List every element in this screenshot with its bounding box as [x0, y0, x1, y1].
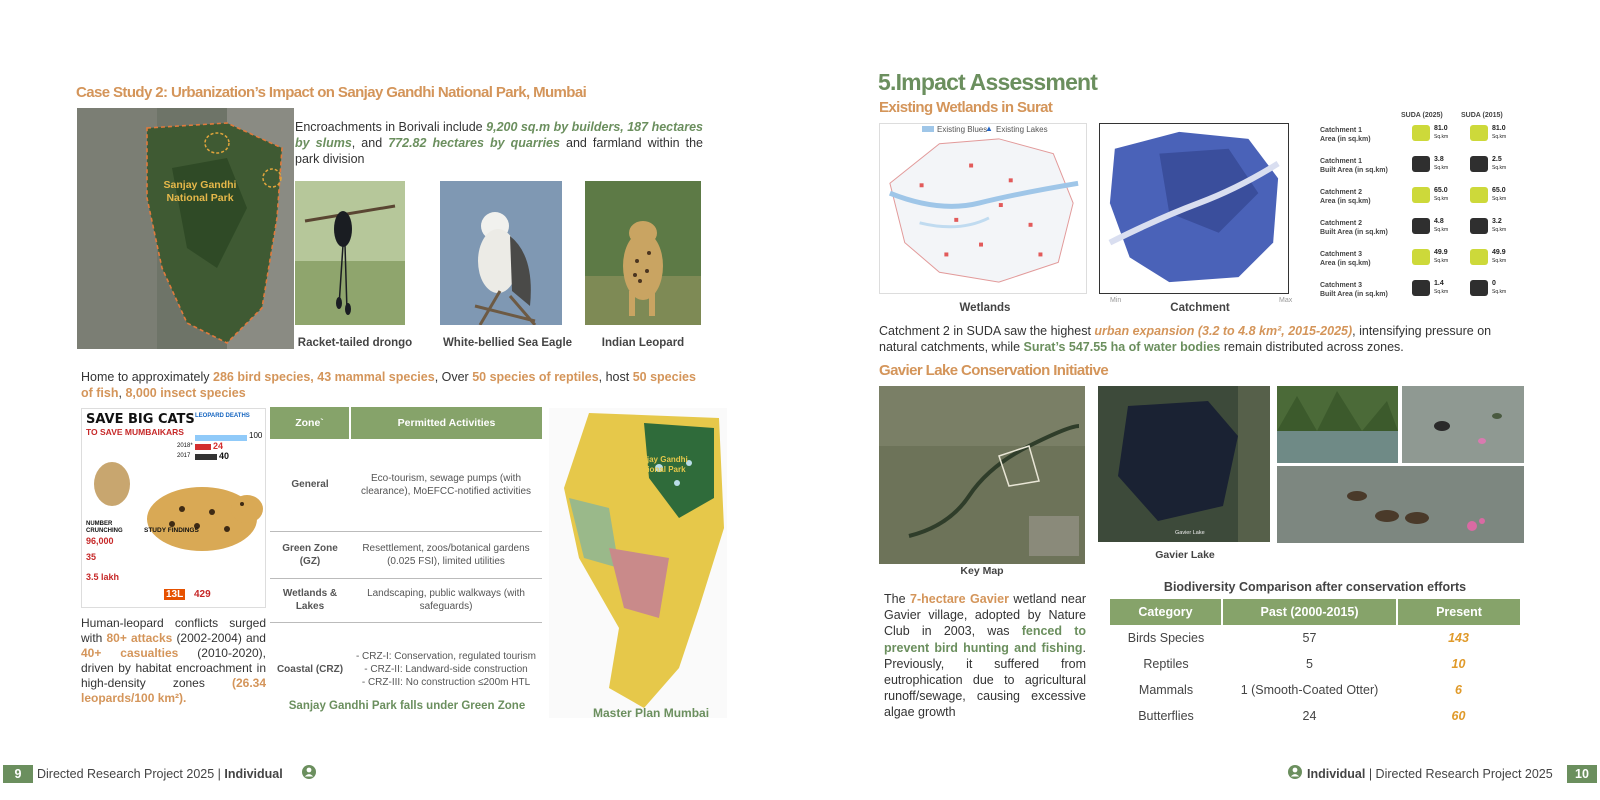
suda-2015-header: SUDA (2015) [1461, 112, 1503, 119]
suda-value: 0 Sq.km [1492, 280, 1507, 295]
suda-value: 65.0 Sq.km [1434, 187, 1449, 202]
activity-cell: Eco-tourism, sewage pumps (with clearance), MoEFCC-notified activities [350, 439, 542, 531]
table-row [270, 578, 542, 622]
leopard-photo [585, 181, 701, 325]
gavier-lake-caption: Gavier Lake [1155, 549, 1215, 561]
building-icon [1470, 280, 1488, 296]
poster-subheadline: TO SAVE MUMBAIKARS [86, 427, 184, 437]
key-map-caption: Key Map [960, 565, 1004, 577]
suda-value: 3.2 Sq.km [1492, 218, 1507, 233]
poster-35: 35 [86, 552, 97, 562]
suda-row-label: Catchment 1 Area (in sq.km) [1320, 127, 1371, 143]
activity-cell: Landscaping, public walkways (with safeguards) [350, 578, 542, 622]
area-icon [1470, 187, 1488, 203]
area-icon [1412, 125, 1430, 141]
leopard-caption: Indian Leopard [601, 337, 685, 349]
wetlands-map [879, 123, 1087, 294]
user-icon [1288, 765, 1302, 779]
sgnp-map-label: Sanjay Gandhi National Park [163, 179, 237, 204]
drongo-caption: Racket-tailed drongo [297, 337, 413, 349]
category-cell: Butterflies [1138, 709, 1194, 723]
present-cell: 143 [1448, 631, 1469, 645]
poster-bar-24 [195, 444, 211, 450]
biodiversity-title: Biodiversity Comparison after conservation efforts [1163, 580, 1467, 594]
table-row [270, 531, 542, 578]
wetlands-title: Existing Wetlands in Surat [879, 99, 1053, 116]
suda-value: 3.8 Sq.km [1434, 156, 1449, 171]
eagle-photo [440, 181, 562, 325]
section-title: 5.Impact Assessment [878, 69, 1098, 95]
poster-val-24: 24 [213, 441, 224, 451]
zone-cell: General [270, 439, 350, 531]
poster-val-100: 100 [249, 431, 263, 440]
suda-value: 81.0 Sq.km [1434, 125, 1449, 140]
past-cell: 1 (Smooth-Coated Otter) [1240, 683, 1379, 697]
poster-year-2018: 2018* [177, 443, 193, 449]
sgnp-satellite-map [77, 108, 294, 349]
page-number-10: 10 [1567, 765, 1597, 783]
area-icon [1470, 125, 1488, 141]
lake-photo-3 [1277, 466, 1524, 543]
suda-value: 49.9 Sq.km [1492, 249, 1507, 264]
present-cell: 10 [1451, 657, 1466, 671]
species-count-text: Home to approximately 286 bird species, 43 mammal species, Over 50 species of reptiles, host 50 species of fish, 8,000 insect species [81, 370, 696, 400]
poster-val-40: 40 [219, 451, 230, 461]
poster-number-crunching: NUMBER CRUNCHING [86, 521, 123, 534]
gavier-lake-satellite [1098, 386, 1270, 542]
poster-year-2017: 2017 [177, 453, 191, 459]
past-cell: 24 [1302, 709, 1317, 723]
poster-deaths-label: LEOPARD DEATHS [195, 413, 250, 419]
right-footer-text: Individual | Directed Research Project 2025 [1307, 767, 1553, 781]
page-number-9: 9 [3, 765, 33, 783]
table-row [1110, 651, 1520, 677]
lake-photo-2 [1402, 386, 1524, 463]
past-cell: 57 [1302, 631, 1317, 645]
building-icon [1470, 218, 1488, 234]
area-icon [1470, 249, 1488, 265]
case-study-title: Case Study 2: Urbanization’s Impact on Sanjay Gandhi National Park, Mumbai [76, 84, 587, 101]
catchment-scale-max: Max [1279, 297, 1293, 304]
table-row [1110, 677, 1520, 703]
activity-cell: Resettlement, zoos/botanical gardens (0.025 FSI), limited utilities [350, 531, 542, 578]
legend-blues-label: Existing Blues [937, 125, 988, 134]
poster-study-findings: STUDY FINDINGS [144, 527, 199, 534]
category-cell: Birds Species [1127, 631, 1205, 645]
legend-blues-swatch [922, 126, 934, 132]
suda-row-label: Catchment 2 Built Area (in sq.km) [1320, 220, 1388, 236]
suda-row-label: Catchment 2 Area (in sq.km) [1320, 189, 1371, 205]
activity-cell: - CRZ-I: Conservation, regulated tourism - CRZ-II: Landward-side construction - CRZ-III: No construction ≤200m HTL [355, 651, 537, 689]
present-cell: 60 [1451, 709, 1466, 723]
suda-value: 2.5 Sq.km [1492, 156, 1507, 171]
table-row [1110, 625, 1520, 651]
suda-row-label: Catchment 3 Built Area (in sq.km) [1320, 282, 1388, 298]
poster-headline: SAVE BIG CATS [86, 412, 195, 427]
suda-2025-header: SUDA (2025) [1401, 112, 1443, 119]
suda-value: 1.4 Sq.km [1434, 280, 1449, 295]
poster-stray-count: 96,000 [86, 536, 114, 546]
encroachment-text: Encroachments in Borivali include 9,200 sq.m by builders, 187 hectares by slums, and 772.82 hectares by quarries and farmland within the park division [295, 120, 703, 166]
catchment-caption: Catchment [1170, 302, 1230, 314]
building-icon [1412, 218, 1430, 234]
catchment-scale-min: Min [1110, 297, 1122, 304]
left-footer-text: Directed Research Project 2025 | Individual [37, 767, 283, 781]
activities-header: Permitted Activities [350, 407, 542, 439]
gavier-description: The 7-hectare Gavier wetland near Gavier village, adopted by Nature Club in 2003, was fenced to prevent bird hunting and fishing. Previously, it suffered from eutrophication due to agricultural runoff/sewage, causing excessive algae growth [884, 592, 1086, 720]
present-cell: 6 [1455, 683, 1462, 697]
poster-35-lakh: 3.5 lakh [86, 572, 120, 582]
present-header: Present [1397, 599, 1520, 625]
zone-activities-table [270, 407, 542, 717]
zone-cell: Green Zone (GZ) [270, 531, 350, 578]
gavier-title: Gavier Lake Conservation Initiative [879, 362, 1109, 379]
gavier-map-label: Gavier Lake [1175, 530, 1205, 536]
lake-photo-1 [1277, 386, 1398, 463]
catchment-text: Catchment 2 in SUDA saw the highest urban expansion (3.2 to 4.8 km², 2015-2025), intensifying pressure on natural catchments, while Surat’s 547.55 ha of water bodies remain distributed across zones. [879, 324, 1492, 354]
category-header: Category [1110, 599, 1222, 625]
zone-cell: Wetlands & Lakes [270, 578, 350, 622]
catchment-map [1099, 123, 1289, 294]
table-row [1110, 703, 1520, 729]
conflict-text: Human-leopard conflicts surged with 80+ attacks (2002-2004) and 40+ casualties (2010-2020), driven by habitat encroachment in high-density zones (26.34 leopards/100 km²). [81, 616, 266, 705]
zone-table-caption: Sanjay Gandhi Park falls under Green Zone [288, 700, 526, 712]
zone-cell: Coastal (CRZ) [276, 664, 344, 676]
building-icon [1470, 156, 1488, 172]
suda-value: 4.8 Sq.km [1434, 218, 1449, 233]
area-icon [1412, 187, 1430, 203]
building-icon [1412, 156, 1430, 172]
past-cell: 5 [1306, 657, 1313, 671]
category-cell: Mammals [1138, 683, 1194, 697]
building-icon [1412, 280, 1430, 296]
suda-row-label: Catchment 1 Built Area (in sq.km) [1320, 158, 1388, 174]
drongo-photo [295, 181, 405, 325]
zone-header: Zone` [270, 407, 350, 439]
lake-triangle-icon: ▲ [985, 124, 993, 133]
biodiversity-table [1110, 599, 1520, 729]
legend-lakes-label: Existing Lakes [996, 125, 1048, 134]
suda-value: 49.9 Sq.km [1434, 249, 1449, 264]
master-plan-caption: Master Plan Mumbai [593, 706, 710, 720]
table-row [270, 439, 542, 531]
eagle-caption: White-bellied Sea Eagle [442, 337, 573, 349]
gavier-key-map [879, 386, 1085, 564]
category-cell: Reptiles [1143, 657, 1189, 671]
suda-value: 81.0 Sq.km [1492, 125, 1507, 140]
area-icon [1412, 249, 1430, 265]
poster-13l: 13L [166, 589, 184, 600]
user-icon [302, 765, 316, 779]
leopard-illustration [82, 454, 266, 564]
wetlands-caption: Wetlands [959, 302, 1011, 314]
save-big-cats-poster [81, 408, 266, 608]
suda-row-label: Catchment 3 Area (in sq.km) [1320, 251, 1371, 267]
master-map-label: Sanjay Gandhi National Park [632, 455, 688, 474]
suda-value: 65.0 Sq.km [1492, 187, 1507, 202]
past-header: Past (2000-2015) [1222, 599, 1397, 625]
poster-429: 429 [194, 589, 211, 600]
